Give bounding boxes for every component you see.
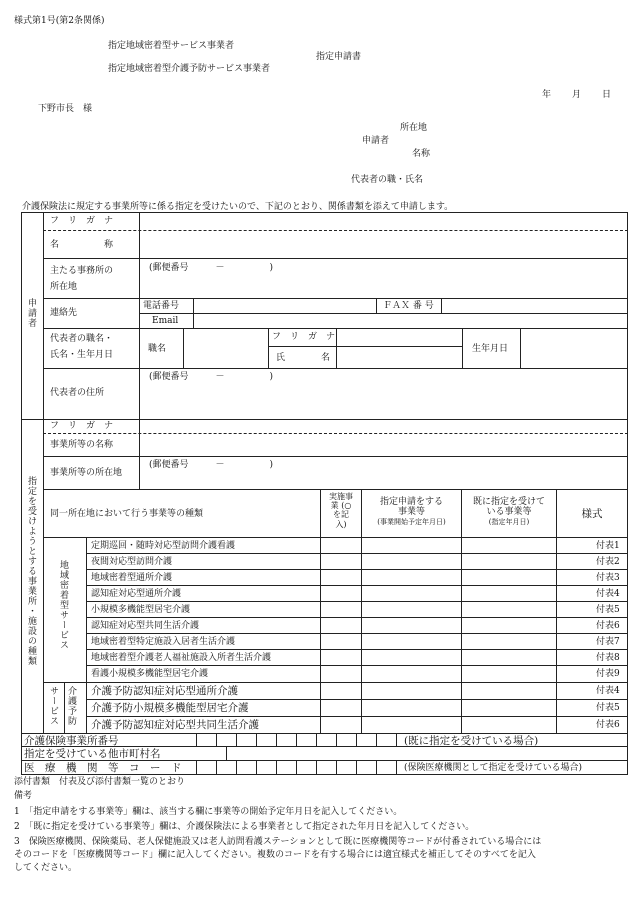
applicant-furigana-label: フ リ ガ ナ: [50, 216, 114, 226]
position-label: 職名: [148, 344, 167, 354]
service-form: 付表9: [596, 669, 620, 679]
service-form: 付表5: [596, 605, 620, 615]
main-office-label-2: 所在地: [50, 282, 78, 292]
service-name: 看護小規模多機能型居宅介護: [91, 669, 209, 679]
insurance-number-label: 介護保険事業所番号: [24, 735, 119, 747]
service-name: 夜間対応型訪問介護: [91, 557, 173, 567]
facility-furigana-label: フ リ ガ ナ: [50, 421, 114, 431]
col-existing: 既に指定を受けて いる事業等 (指定年月日): [472, 497, 545, 526]
preventive-service-name: 介護予防認知症対応型共同生活介護: [91, 719, 259, 731]
representative-name-label: 氏 名: [276, 353, 331, 363]
col-implemented: 実施事 業 (○ を記 入): [329, 492, 353, 529]
group-preventive-label: 介護予防: [66, 686, 76, 726]
document-title: 指定申請書: [316, 52, 362, 62]
col-form: 様式: [581, 508, 603, 520]
service-form: 付表3: [596, 573, 620, 583]
note-3-line-2: そのコードを「医療機関等コード」欄に記入してください。複数のコードを有する場合には適宜様式を補正してそのすべてを記入: [14, 850, 536, 860]
service-form: 付表7: [596, 637, 620, 647]
email-label: Email: [152, 316, 179, 326]
facility-section-label: 指定を受けようとする事業所・施設の種類: [26, 476, 36, 666]
preventive-service-form: 付表6: [596, 720, 620, 730]
group-community-label: 地域密着型サービス: [58, 560, 68, 650]
intro-text: 介護保険法に規定する事業所等に係る指定を受けたいので、下記のとおり、関係書類を添えて申請します。: [22, 202, 454, 212]
date-month-label: 月: [572, 90, 582, 100]
preventive-service-form: 付表5: [596, 703, 620, 713]
representative-address-label: 代表者の住所: [50, 388, 105, 398]
remarks-heading: 備考: [14, 791, 33, 801]
representative-label: 代表者の職・氏名: [351, 175, 424, 185]
form-number: 様式第1号(第2条関係): [14, 16, 105, 26]
facility-name-label: 事業所等の名称: [50, 440, 114, 450]
service-name: 定期巡回・随時対応型訪問介護看護: [91, 541, 236, 551]
contact-label: 連絡先: [50, 308, 78, 318]
service-name: 小規模多機能型居宅介護: [91, 605, 191, 615]
preventive-service-name: 介護予防小規模多機能型居宅介護: [91, 702, 249, 714]
col-apply: 指定申請をする 事業等 (事業開始予定年月日): [377, 497, 446, 526]
note-2: 2 「既に指定を受けている事業等」欄は、介護保険法による事業者として指定された年月日を記入してください。: [14, 822, 475, 832]
preventive-service-name: 介護予防認知症対応型通所介護: [91, 685, 238, 697]
phone-label: 電話番号: [143, 301, 180, 311]
facility-postal: (郵便番号 － ): [149, 460, 274, 470]
service-form: 付表2: [596, 557, 620, 567]
service-name: 地域密着型通所介護: [91, 573, 173, 583]
business-type-2: 指定地域密着型介護予防サービス事業者: [108, 64, 271, 74]
fax-label: ＦＡＸ 番 号: [383, 301, 434, 311]
attachments-note: 添付書類 付表及び添付書類一覧のとおり: [14, 777, 186, 787]
service-form: 付表8: [596, 653, 620, 663]
main-office-label-1: 主たる事務所の: [50, 266, 114, 276]
note-3-line-1: 3 保険医療機関、保険薬局、老人保健施設又は老人訪問看護ステーションとして既に医療機関等コードが付番されている場合には: [14, 837, 542, 847]
service-form: 付表4: [596, 589, 620, 599]
date-day-label: 日: [602, 90, 612, 100]
medical-code-note: (保険医療機関として指定を受けている場合): [404, 763, 583, 773]
note-3-line-3: してください。: [14, 863, 78, 873]
service-form: 付表1: [596, 541, 620, 551]
representative-label-2: 氏名・生年月日: [50, 350, 114, 360]
service-name: 地域密着型特定施設入居者生活介護: [91, 637, 236, 647]
applicant-address-label: 所在地: [400, 123, 428, 133]
facility-address-label: 事業所等の所在地: [50, 468, 123, 478]
service-name: 認知症対応型通所介護: [91, 589, 182, 599]
applicant-section-label: 申請者: [26, 298, 36, 328]
representative-label-1: 代表者の職名・: [50, 334, 114, 344]
service-form: 付表6: [596, 621, 620, 631]
business-type-1: 指定地域密着型サービス事業者: [108, 41, 235, 51]
date-year-label: 年: [542, 90, 552, 100]
birthdate-label: 生年月日: [472, 344, 509, 354]
note-1: 1 「指定申請をする事業等」欄は、該当する欄に事業等の開始予定年月日を記入してください。: [14, 807, 403, 817]
group-preventive-side-label: サービス: [48, 686, 58, 726]
medical-code-label: 医 療 機 関 等 コ ー ド: [24, 762, 182, 774]
preventive-service-form: 付表4: [596, 686, 620, 696]
applicant-name-label: 名称: [412, 149, 431, 159]
representative-furigana-label: フ リ ガ ナ: [272, 332, 336, 342]
representative-postal: (郵便番号 － ): [149, 372, 274, 382]
applicant-name-field-label: 名 称: [50, 240, 114, 250]
service-name: 認知症対応型共同生活介護: [91, 621, 200, 631]
addressee: 下野市長 様: [38, 104, 93, 114]
other-municipality-label: 指定を受けている他市町村名: [24, 748, 161, 760]
applicant-label: 申請者: [362, 136, 390, 146]
main-office-postal: (郵便番号 － ): [149, 263, 274, 273]
service-name: 地域密着型介護老人福祉施設入所者生活介護: [91, 653, 272, 663]
col-service-kinds: 同一所在地において行う事業等の種類: [50, 509, 204, 519]
insurance-number-note: (既に指定を受けている場合): [404, 735, 539, 747]
